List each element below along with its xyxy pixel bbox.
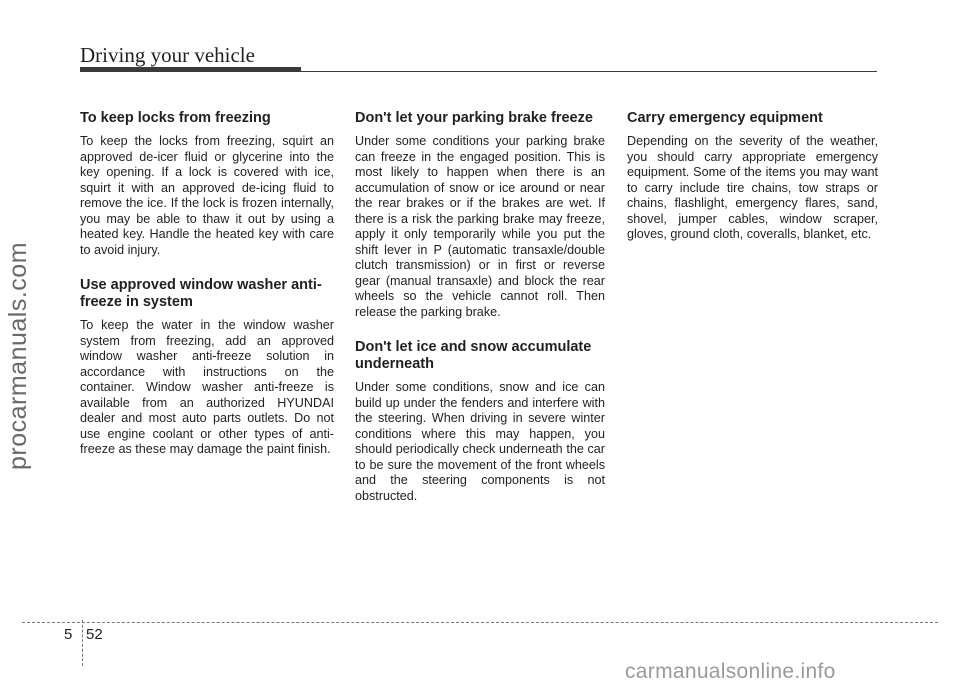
header-rule-thin: [80, 71, 877, 72]
section-body: Depending on the severity of the weather, you should carry appropriate emergency equipment. Some of the items you may want to carry include tire chains, tow straps or chains, flashlight, emergency flares, sand, shovel, jumper cables, window scraper, gloves, ground cloth, coveralls, blanket, etc.: [627, 134, 878, 241]
section-locks-freezing: [80, 110, 334, 258]
header-title: Driving your vehicle: [80, 43, 255, 67]
section-parking-brake: [355, 110, 605, 320]
section-ice-snow: [355, 339, 605, 504]
section-emergency-equipment: [627, 110, 878, 243]
section-heading: Don't let ice and snow accumulate underneath: [355, 339, 592, 372]
section-body: To keep the water in the window washer system from freezing, add an approved window washer anti-freeze solution in accordance with instructions on the container. Window washer anti-freeze is available from an authorized HYUNDAI dealer and most auto parts outlets. Do not use engine coolant or other types of anti-freeze as these may damage the paint finish.: [80, 318, 334, 456]
section-heading: To keep locks from freezing: [80, 110, 271, 126]
section-body: Under some conditions, snow and ice can build up under the fenders and interfere with the steering. When driving in severe winter conditions where this may happen, you should periodically check underneath the car to be sure the movement of the front wheels and the steering components is not obstructed.: [355, 380, 605, 503]
watermark-bottom: carmanualsonline.info: [625, 660, 836, 683]
page-number: 52: [86, 626, 103, 643]
chapter-number: 5: [64, 626, 73, 643]
footer-divider: [82, 620, 83, 666]
column-3: [627, 110, 878, 262]
section-heading: Use approved window washer anti-freeze in system: [80, 277, 322, 310]
section-washer-antifreeze: [80, 277, 334, 458]
section-body: To keep the locks from freezing, squirt an approved de-icer fluid or glycerine into the key opening. If a lock is covered with ice, squirt it with an approved de-icing fluid to remove the ice. If the lock is frozen internally, you may be able to thaw it out by using a heated key. Handle the heated key with care to avoid injury.: [80, 134, 334, 257]
watermark-left: procarmanuals.com: [4, 241, 32, 470]
column-2: [355, 110, 605, 523]
footer-rule: [22, 622, 938, 623]
column-1: [80, 110, 334, 477]
section-heading: Carry emergency equipment: [627, 110, 823, 126]
section-heading: Don't let your parking brake freeze: [355, 110, 593, 126]
section-body: Under some conditions your parking brake can freeze in the engaged position. This is most likely to happen when there is an accumulation of snow or ice around or near the rear brakes or if the brakes are wet. If there is a risk the parking brake may freeze, apply it only temporarily while you put the shift lever in P (automatic transaxle/double clutch transmission) or in first or reverse gear (manual transaxle) and block the rear wheels so the vehicle cannot roll. Then release the parking brake.: [355, 134, 605, 319]
